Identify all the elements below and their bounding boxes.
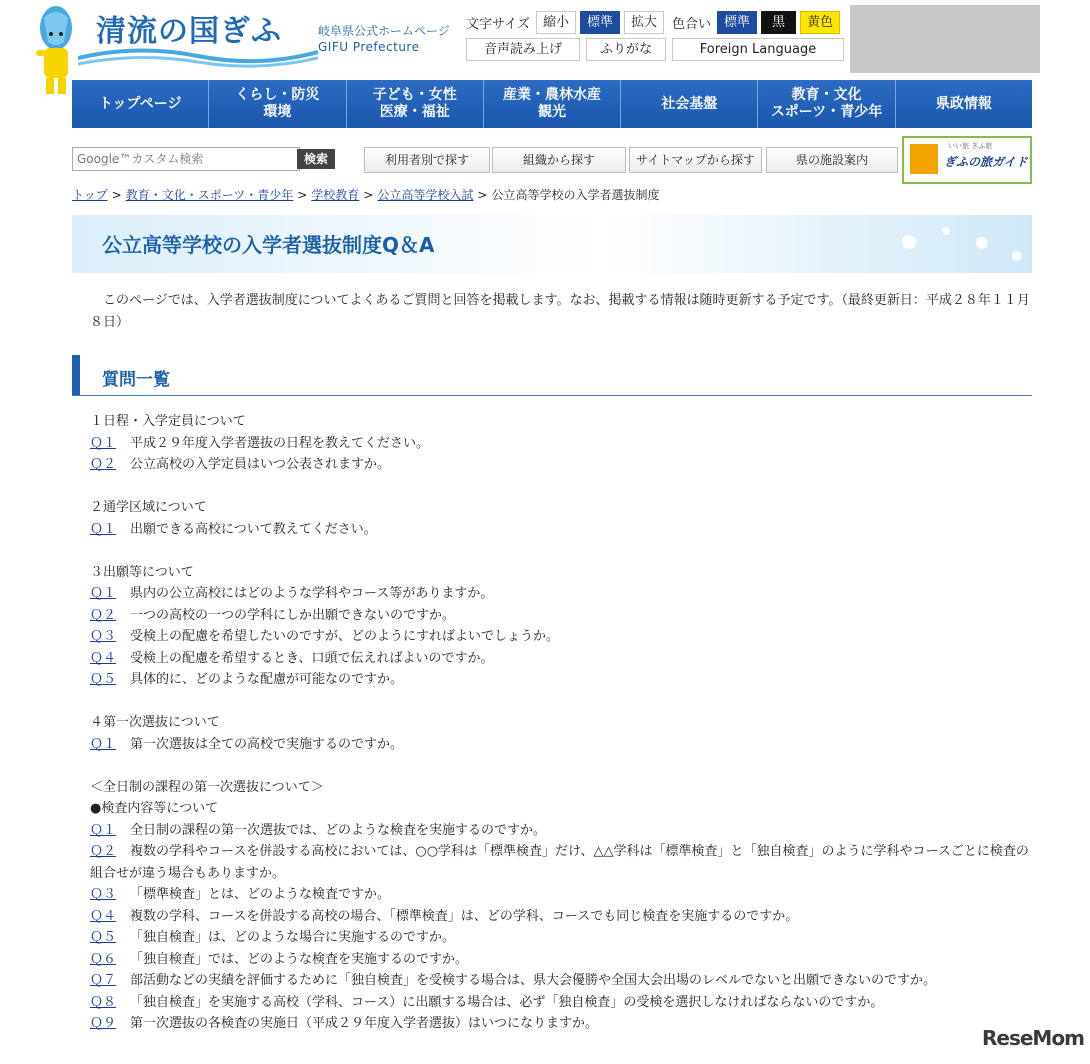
font-size-label: 文字サイズ: [466, 16, 530, 32]
list-item: Ｑ７ 部活動などの実績を評価するために「独自検査」を受検する場合は、県大会優勝や全国大会出場のレベルでないと出願できないのですか。: [90, 970, 1035, 992]
nav-living-disaster[interactable]: くらし・防災 環境: [209, 80, 346, 128]
list-item: Ｑ１ 平成２９年度入学者選抜の日程を教えてください。: [90, 433, 1035, 455]
font-small-button[interactable]: 縮小: [536, 11, 576, 34]
question-link[interactable]: Ｑ９: [90, 1016, 117, 1031]
group-heading-first-selection: ４第一次選抜について: [90, 715, 220, 730]
list-item: Ｑ２ 一つの高校の一つの学科にしか出願できないのですか。: [90, 605, 1035, 627]
header-ad-placeholder: [850, 5, 1040, 73]
logo-subtitle-en: GIFU Prefecture: [318, 40, 420, 54]
question-link[interactable]: Ｑ５: [90, 930, 117, 945]
search-bar-row: [72, 142, 1032, 185]
list-item: Ｑ３ 受検上の配慮を希望したいのですが、どのようにすればよいでしょうか。: [90, 626, 1035, 648]
furigana-button[interactable]: ふりがな: [586, 38, 666, 61]
color-yellow-button[interactable]: 黄色: [800, 11, 840, 34]
list-item: Ｑ９ 第一次選抜の各検査の実施日（平成２９年度入学者選抜）はいつになりますか。: [90, 1013, 1035, 1035]
section-title: 質問一覧: [102, 370, 170, 390]
question-link[interactable]: Ｑ４: [90, 908, 117, 924]
logo-subtitle-jp: 岐阜県公式ホームページ: [318, 24, 450, 38]
voice-read-button[interactable]: 音声読み上げ: [466, 38, 580, 61]
group-heading-schedule: １日程・入学定員について: [90, 414, 246, 429]
section-heading: [72, 355, 1032, 396]
breadcrumb-education[interactable]: 教育・文化・スポーツ・青少年: [125, 188, 294, 202]
site-logo-title[interactable]: 清流の国ぎふ: [96, 14, 282, 49]
color-standard-button[interactable]: 標準: [717, 11, 757, 34]
section-bar: [72, 355, 80, 395]
question-link[interactable]: Ｑ７: [90, 973, 117, 988]
nav-government-info[interactable]: 県政情報: [896, 80, 1032, 128]
breadcrumb-high-school-exam[interactable]: 公立高等学校入試: [377, 188, 474, 202]
nav-infrastructure[interactable]: 社会基盤: [621, 80, 758, 128]
question-link[interactable]: Ｑ４: [90, 650, 117, 666]
foreign-language-button[interactable]: Foreign Language: [672, 38, 844, 61]
question-link[interactable]: Ｑ１: [90, 822, 117, 838]
search-by-org-button[interactable]: 組織から探す: [492, 147, 626, 173]
nav-top-page[interactable]: トップページ: [72, 80, 209, 128]
list-item: Ｑ５ 「独自検査」は、どのような場合に実施するのですか。: [90, 927, 1035, 949]
list-item: Ｑ２ 複数の学科やコースを併設する高校においては、○○学科は「標準検査」だけ、△△学科は「標準検査」と「独自検査」のように学科やコースごとに検査の組合せが違う場合もありますか。: [90, 841, 1035, 884]
color-label: 色合い: [672, 16, 712, 32]
list-item: Ｑ８ 「独自検査」を実施する高校（学科、コース）に出願する場合は、必ず「独自検査」の受検を選択しなければならないのですか。: [90, 992, 1035, 1014]
question-list: [90, 411, 1035, 1035]
global-nav: [72, 80, 1032, 128]
travel-guide-icon: [910, 144, 938, 174]
question-link[interactable]: Ｑ２: [90, 457, 117, 472]
question-link[interactable]: Ｑ１: [90, 736, 117, 752]
question-link[interactable]: Ｑ８: [90, 994, 117, 1010]
breadcrumb: トップ > 教育・文化・スポーツ・青少年 > 学校教育 > 公立高等学校入試 > 公立高等学校の入学者選抜制度: [72, 188, 660, 202]
page-title: 公立高等学校の入学者選抜制度Q＆A: [102, 233, 435, 257]
question-link[interactable]: Ｑ２: [90, 607, 117, 623]
intro-text: このページでは、入学者選抜制度についてよくあるご質問と回答を掲載します。なお、掲載する情報は随時更新する予定です。（最終更新日：平成２８年１１月８日）: [90, 293, 1030, 330]
group-heading-application: ３出願等について: [90, 564, 194, 580]
banner-title: ぎふの旅ガイド: [944, 155, 1028, 169]
question-link[interactable]: Ｑ２: [90, 844, 117, 859]
sitemap-button[interactable]: サイトマップから探す: [629, 147, 762, 173]
breadcrumb-top[interactable]: トップ: [72, 188, 108, 202]
banner-caption: いい旅 ぎふ旅: [948, 142, 993, 150]
font-standard-button[interactable]: 標準: [580, 11, 620, 34]
breadcrumb-current: 公立高等学校の入学者選抜制度: [491, 188, 660, 202]
group-heading-district: ２通学区域について: [90, 500, 207, 515]
question-link[interactable]: Ｑ１: [90, 586, 117, 601]
list-item: Ｑ４ 複数の学科、コースを併設する高校の場合、「標準検査」は、どの学科、コースでも同じ検査を実施するのですか。: [90, 906, 1035, 928]
page-title-band: [72, 215, 1032, 273]
wave-logo-icon: [78, 44, 318, 70]
font-large-button[interactable]: 拡大: [624, 11, 664, 34]
watermark-logo: ReseMom: [982, 1026, 1084, 1050]
search-button[interactable]: 検索: [297, 149, 335, 169]
facility-guide-button[interactable]: 県の施設案内: [766, 147, 898, 173]
list-item: Ｑ１ 県内の公立高校にはどのような学科やコース等がありますか。: [90, 583, 1035, 605]
nav-children-women[interactable]: 子ども・女性 医療・福祉: [347, 80, 484, 128]
subgroup-heading-exam: ●検査内容等について: [90, 801, 219, 816]
site-header: [0, 0, 1090, 78]
question-link[interactable]: Ｑ６: [90, 951, 117, 967]
list-item: Ｑ３ 「標準検査」とは、どのような検査ですか。: [90, 884, 1035, 906]
mascot-logo-icon: [34, 4, 74, 96]
search-by-user-button[interactable]: 利用者別で探す: [364, 147, 490, 173]
list-item: Ｑ１ 全日制の課程の第一次選抜では、どのような検査を実施するのですか。: [90, 820, 1035, 842]
list-item: Ｑ２ 公立高校の入学定員はいつ公表されますか。: [90, 454, 1035, 476]
list-item: Ｑ５ 具体的に、どのような配慮が可能なのですか。: [90, 669, 1035, 691]
question-link[interactable]: Ｑ１: [90, 435, 117, 451]
question-link[interactable]: Ｑ３: [90, 887, 117, 902]
list-item: Ｑ６ 「独自検査」では、どのような検査を実施するのですか。: [90, 949, 1035, 971]
group-heading-fulltime: ＜全日制の課程の第一次選抜について＞: [90, 779, 324, 795]
nav-education-culture[interactable]: 教育・文化 スポーツ・青少年: [758, 80, 895, 128]
breadcrumb-school-education[interactable]: 学校教育: [311, 188, 360, 202]
nav-industry[interactable]: 産業・農林水産 観光: [484, 80, 621, 128]
list-item: Ｑ１ 第一次選抜は全ての高校で実施するのですか。: [90, 734, 1035, 756]
list-item: Ｑ１ 出願できる高校について教えてください。: [90, 519, 1035, 541]
question-link[interactable]: Ｑ３: [90, 629, 117, 644]
accessibility-tools: [466, 10, 844, 61]
question-link[interactable]: Ｑ５: [90, 672, 117, 687]
question-link[interactable]: Ｑ１: [90, 521, 117, 537]
list-item: Ｑ４ 受検上の配慮を希望するとき、口頭で伝えればよいのですか。: [90, 648, 1035, 670]
color-black-button[interactable]: 黒: [761, 11, 796, 34]
search-input[interactable]: [72, 147, 300, 171]
travel-guide-banner[interactable]: [902, 136, 1032, 184]
